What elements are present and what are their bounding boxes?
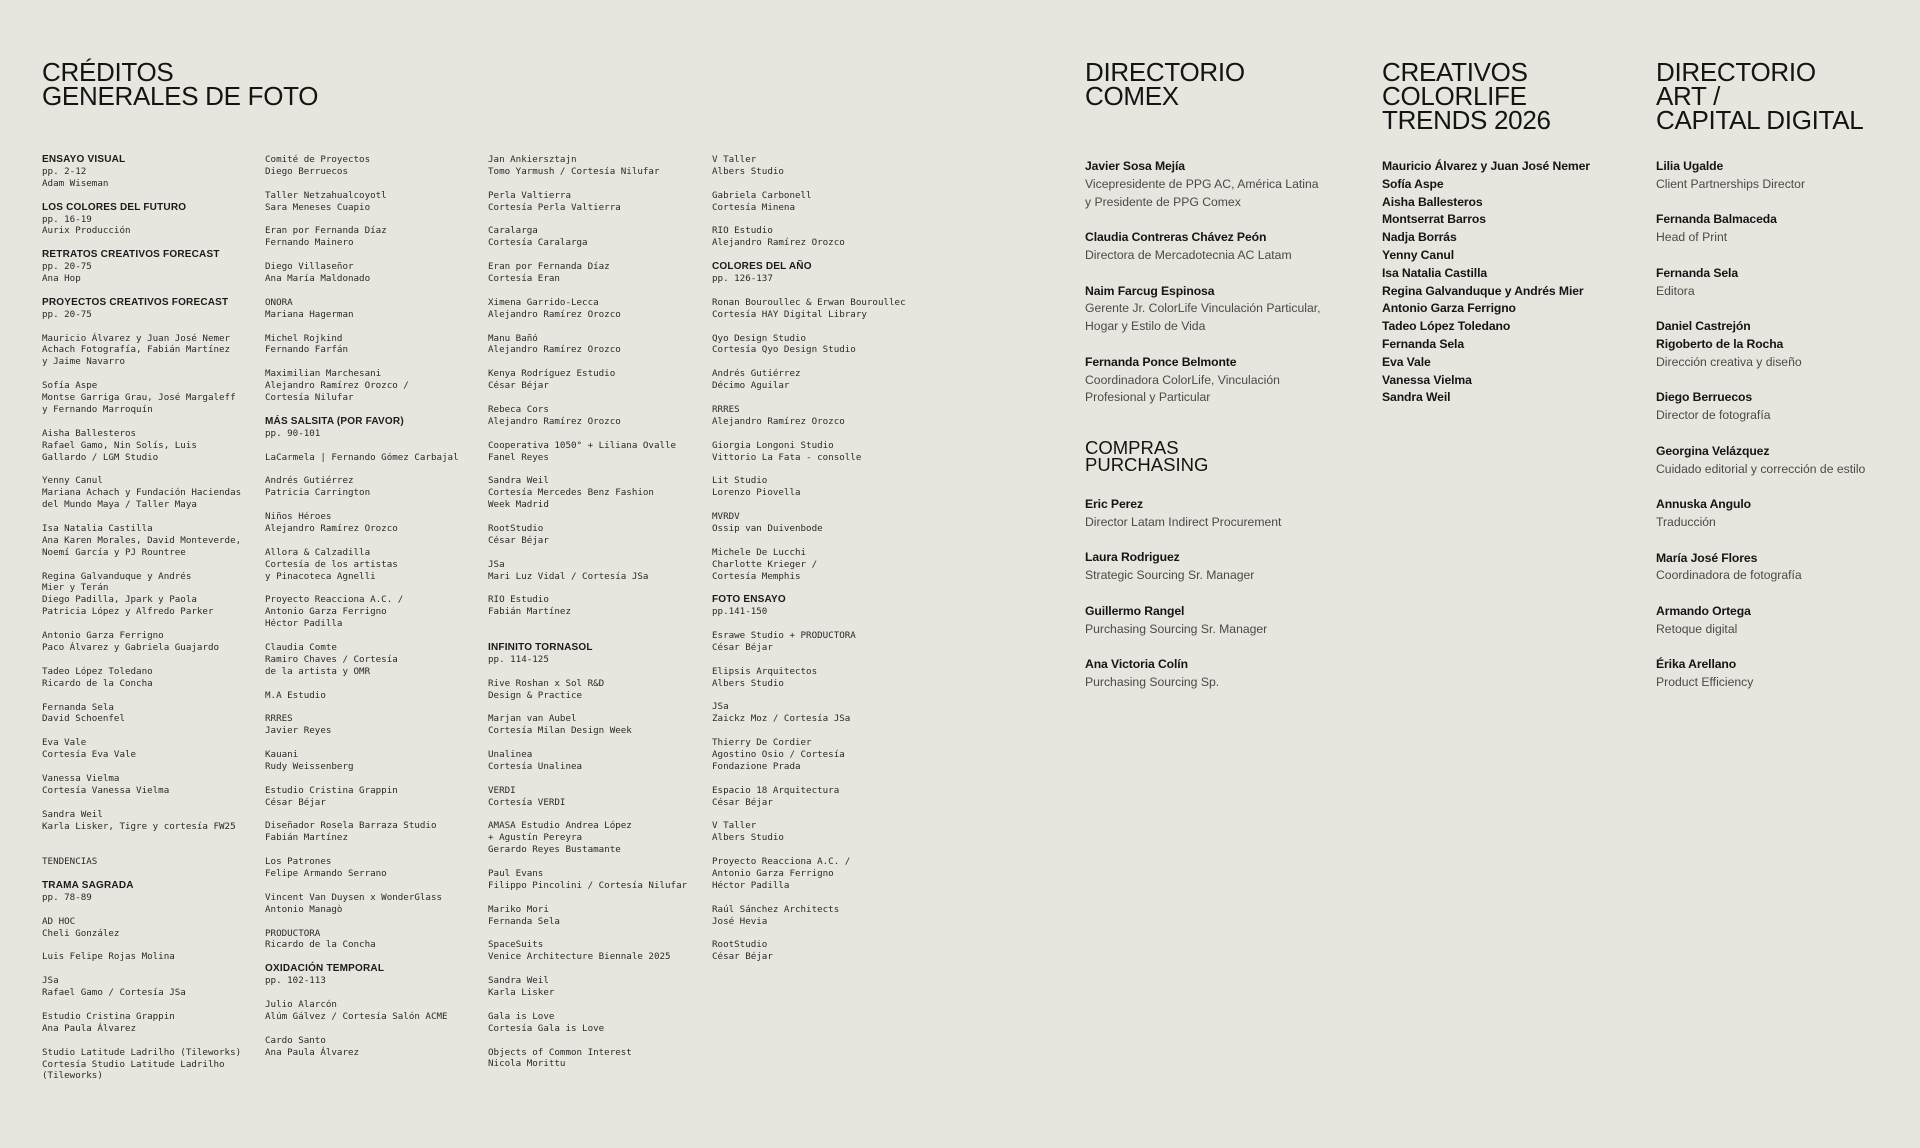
- person-name: Fernanda Balmaceda: [1656, 212, 1777, 227]
- person-role: Purchasing Sourcing Sp.: [1085, 674, 1220, 689]
- person-role: Cuidado editorial y corrección de estilo: [1656, 461, 1866, 476]
- person-name: Lilia Ugalde: [1656, 159, 1724, 173]
- credit-entry: Sandra Weil Cortesía Mercedes Benz Fashion Week Madrid: [488, 475, 654, 511]
- section-pages: pp.141-150: [712, 606, 768, 618]
- section-pages: pp. 90-101: [265, 427, 321, 439]
- person-name: Daniel Castrejón Rigoberto de la Rocha: [1656, 319, 1784, 351]
- person-entry: [1085, 496, 1345, 532]
- credit-entry: TENDENCIAS: [42, 856, 98, 868]
- credit-section: [488, 642, 710, 666]
- credit-entry: Yenny Canul Mariana Achach y Fundación Haciendas del Mundo Maya / Taller Maya: [42, 475, 242, 511]
- spacer: [488, 630, 710, 642]
- person-role: Coordinadora de fotografía: [1656, 568, 1802, 583]
- credit-entry: V Taller Albers Studio: [712, 820, 784, 844]
- person-name: Fernanda Sela: [1656, 265, 1739, 280]
- credit-section: [42, 880, 264, 904]
- credit-section: [265, 416, 487, 440]
- creativo-name: Antonio Garza Ferrigno: [1382, 301, 1516, 316]
- person-name: Érika Arellano: [1656, 657, 1737, 672]
- credit-entry: Manu Bañó Alejandro Ramírez Orozco: [488, 332, 621, 356]
- directorio-art-title: DIRECTORIO ART / CAPITAL DIGITAL: [1656, 57, 1864, 135]
- person-name: Georgina Velázquez: [1656, 443, 1770, 458]
- credit-entry: Eran por Fernanda Díaz Fernando Mainero: [265, 225, 387, 249]
- credit-entry: Perla Valtierra Cortesía Perla Valtierra: [488, 189, 621, 213]
- section-pages: pp. 2-12 Adam Wiseman: [42, 165, 109, 189]
- person-role: Director de fotografía: [1656, 408, 1771, 423]
- person-name: María José Flores: [1656, 550, 1758, 565]
- credit-entry: Esrawe Studio + PRODUCTORA César Béjar: [712, 630, 856, 653]
- credit-entry: Allora & Calzadilla Cortesía de los artistas y Pinacoteca Agnelli: [265, 546, 398, 582]
- section-title: MÁS SALSITA (POR FAVOR): [265, 415, 404, 427]
- compras-list: [1085, 496, 1345, 710]
- person-entry: [1656, 603, 1906, 639]
- person-name: Claudia Contreras Chávez Peón: [1085, 230, 1267, 245]
- person-role: Director Latam Indirect Procurement: [1085, 514, 1282, 529]
- credit-entry: Michel Rojkind Fernando Farfán: [265, 332, 348, 356]
- person-entry: [1656, 496, 1906, 532]
- person-entry: [1085, 354, 1345, 407]
- credit-entry: Fernanda Sela David Schoenfel: [42, 701, 125, 725]
- credit-entry: Regina Galvanduque y Andrés Mier y Terán Diego Padilla, Jpark y Paola Patricia López y Alfredo Parker: [42, 570, 214, 618]
- section-pages: pp. 114-125: [488, 653, 549, 665]
- credit-entry: Estudio Cristina Grappin Ana Paula Álvarez: [42, 1010, 175, 1034]
- person-name: Fernanda Ponce Belmonte: [1085, 354, 1237, 369]
- creativo-name: Isa Natalia Castilla: [1382, 265, 1488, 280]
- credit-entry: Thierry De Cordier Agostino Osio / Cortesía Fondazione Prada: [712, 737, 845, 772]
- credit-entry: PRODUCTORA Ricardo de la Concha: [265, 927, 376, 951]
- section-pages: pp. 20-75 Ana Hop: [42, 261, 92, 285]
- credit-entry: Eran por Fernanda Díaz Cortesía Eran: [488, 261, 610, 285]
- credit-entry: VERDI Cortesía VERDI: [488, 784, 566, 808]
- credit-entry: Proyecto Reacciona A.C. / Antonio Garza Ferrigno Héctor Padilla: [712, 856, 851, 891]
- credit-entry: Gabriela Carbonell Cortesía Minena: [712, 189, 812, 213]
- person-entry: [1656, 318, 1906, 371]
- credit-entry: Qyo Design Studio Cortesía Qyo Design Studio: [712, 332, 856, 356]
- creativos-list: [1382, 158, 1642, 407]
- person-role: Product Efficiency: [1656, 675, 1754, 690]
- credit-entry: Espacio 18 Arquitectura César Béjar: [712, 784, 840, 808]
- compras-title: COMPRAS PURCHASING: [1085, 437, 1209, 475]
- creativo-name: Nadja Borrás: [1382, 230, 1457, 245]
- credit-entry: Estudio Cristina Grappin César Béjar: [265, 784, 398, 808]
- section-title: RETRATOS CREATIVOS FORECAST: [42, 249, 220, 261]
- person-name: Naim Farcug Espinosa: [1085, 283, 1215, 298]
- person-role: Dirección creativa y diseño: [1656, 354, 1802, 369]
- section-title: LOS COLORES DEL FUTURO: [42, 201, 187, 213]
- person-role: Client Partnerships Director: [1656, 176, 1806, 191]
- person-entry: [1656, 158, 1906, 194]
- person-name: Ana Victoria Colín: [1085, 657, 1188, 672]
- credit-entry: Isa Natalia Castilla Ana Karen Morales, David Monteverde, Noemí García y PJ Rountree: [42, 522, 242, 558]
- credit-entry: Paul Evans Filippo Pincolini / Cortesía Nilufar: [488, 868, 688, 891]
- creativo-name: Mauricio Álvarez y Juan José Nemer: [1382, 159, 1590, 173]
- credit-entry: SpaceSuits Venice Architecture Biennale 2025: [488, 939, 671, 963]
- person-role: Head of Print: [1656, 230, 1728, 245]
- person-role: Directora de Mercadotecnia AC Latam: [1085, 247, 1292, 262]
- credit-entry: Gala is Love Cortesía Gala is Love: [488, 1010, 605, 1034]
- credit-entry: Comité de Proyectos Diego Berruecos: [265, 154, 371, 177]
- credit-entry: Sofía Aspe Montse Garriga Grau, José Margaleff y Fernando Marroquín: [42, 380, 236, 415]
- directorio-comex-list: [1085, 158, 1345, 425]
- credit-entry: RootStudio César Béjar: [488, 522, 549, 546]
- person-entry: [1085, 283, 1345, 336]
- section-title: TRAMA SAGRADA: [42, 880, 134, 891]
- person-role: Traducción: [1656, 514, 1716, 529]
- credit-entry: Vincent Van Duysen x WonderGlass Antonio Managò: [265, 891, 443, 915]
- person-role: Vicepresidente de PPG AC, América Latina y Presidente de PPG Comex: [1085, 176, 1319, 209]
- credit-entry: Claudia Comte Ramiro Chaves / Cortesía de la artista y OMR: [265, 641, 398, 677]
- person-name: Diego Berruecos: [1656, 390, 1753, 405]
- creativo-name: Aisha Ballesteros: [1382, 194, 1483, 209]
- credit-entry: AMASA Estudio Andrea López + Agustín Pereyra Gerardo Reyes Bustamante: [488, 820, 632, 856]
- credit-entry: Jan Ankiersztajn Tomo Yarmush / Cortesía Nilufar: [488, 154, 660, 177]
- credit-entry: JSa Mari Luz Vidal / Cortesía JSa: [488, 558, 649, 582]
- person-role: Coordinadora ColorLife, Vinculación Profesional y Particular: [1085, 372, 1280, 405]
- credit-section: [712, 594, 934, 618]
- creativo-name: Eva Vale: [1382, 354, 1431, 369]
- credit-entry: Marjan van Aubel Cortesía Milan Design Week: [488, 713, 632, 737]
- person-entry: [1085, 549, 1345, 585]
- credits-column-1: [42, 154, 264, 1094]
- person-entry: [1656, 389, 1906, 425]
- credit-entry: Caralarga Cortesía Caralarga: [488, 225, 588, 249]
- person-role: Purchasing Sourcing Sr. Manager: [1085, 621, 1268, 636]
- person-role: Strategic Sourcing Sr. Manager: [1085, 568, 1255, 583]
- credit-entry: RootStudio César Béjar: [712, 939, 773, 963]
- spacer: [42, 844, 264, 856]
- credit-entry: Taller Netzahualcoyotl Sara Meneses Cuapio: [265, 189, 387, 213]
- section-pages: pp. 126-137: [712, 273, 773, 285]
- credit-entry: Andrés Gutiérrez Décimo Aguilar: [712, 368, 801, 392]
- credit-section: [712, 261, 934, 285]
- section-pages: pp. 78-89: [42, 891, 92, 903]
- credit-entry: RRRES Javier Reyes: [265, 713, 332, 737]
- credit-entry: V Taller Albers Studio: [712, 154, 784, 177]
- section-title: INFINITO TORNASOL: [488, 641, 593, 653]
- credit-entry: Sandra Weil Karla Lisker, Tigre y cortesía FW25: [42, 808, 236, 832]
- person-role: Editora: [1656, 283, 1695, 298]
- credit-entry: Andrés Gutiérrez Patricia Carrington: [265, 475, 371, 499]
- credit-entry: Luis Felipe Rojas Molina: [42, 951, 175, 963]
- creativo-name: Montserrat Barros: [1382, 212, 1486, 227]
- directorio-comex-title: DIRECTORIO COMEX: [1085, 57, 1245, 111]
- credit-entry: Sandra Weil Karla Lisker: [488, 975, 555, 999]
- credit-entry: Los Patrones Felipe Armando Serrano: [265, 856, 387, 880]
- creativo-name: Regina Galvanduque y Andrés Mier: [1382, 283, 1584, 298]
- credit-entry: ONORA Mariana Hagerman: [265, 296, 354, 320]
- person-entry: [1085, 656, 1345, 692]
- credit-entry: Vanessa Vielma Cortesía Vanessa Vielma: [42, 772, 170, 796]
- person-name: Annuska Angulo: [1656, 497, 1751, 512]
- creativo-name: Sofía Aspe: [1382, 176, 1444, 191]
- directorio-art-list: [1656, 158, 1906, 710]
- credit-entry: JSa Zaickz Moz / Cortesía JSa: [712, 701, 851, 725]
- creativos-title: CREATIVOS COLORLIFE TRENDS 2026: [1382, 57, 1551, 135]
- credit-entry: M.A Estudio: [265, 689, 326, 701]
- credit-entry: Ronan Bouroullec & Erwan Bouroullec Cortesía HAY Digital Library: [712, 296, 906, 320]
- credits-column-4: [712, 154, 934, 975]
- person-role: Gerente Jr. ColorLife Vinculación Particular, Hogar y Estilo de Vida: [1085, 301, 1321, 334]
- section-title: COLORES DEL AÑO: [712, 261, 812, 273]
- creativo-name: Sandra Weil: [1382, 390, 1451, 405]
- person-entry: [1656, 443, 1906, 479]
- section-pages: pp. 102-113: [265, 975, 326, 987]
- person-entry: [1656, 550, 1906, 586]
- person-name: Eric Perez: [1085, 497, 1143, 511]
- credit-entry: Diego Villaseñor Ana María Maldonado: [265, 261, 371, 285]
- credit-entry: Unalinea Cortesía Unalinea: [488, 749, 583, 772]
- credit-section: [265, 963, 487, 987]
- section-pages: pp. 20-75: [42, 308, 92, 320]
- creativo-name: Fernanda Sela: [1382, 336, 1465, 351]
- person-entry: [1085, 229, 1345, 265]
- creativo-name: Vanessa Vielma: [1382, 372, 1472, 387]
- credit-entry: Giorgia Longoni Studio Vittorio La Fata - consolle: [712, 439, 862, 463]
- credit-section: [42, 297, 264, 321]
- credits-title: CRÉDITOS GENERALES DE FOTO: [42, 57, 319, 111]
- person-name: Armando Ortega: [1656, 603, 1751, 618]
- creativo-name: Tadeo López Toledano: [1382, 319, 1511, 334]
- credit-entry: Cooperativa 1050° + Liliana Ovalle Fanel Reyes: [488, 439, 677, 463]
- credit-entry: Cardo Santo Ana Paula Álvarez: [265, 1034, 360, 1058]
- credit-entry: Michele De Lucchi Charlotte Krieger / Cortesía Memphis: [712, 546, 818, 582]
- credit-section: [42, 202, 264, 238]
- person-entry: [1656, 265, 1906, 301]
- person-name: Laura Rodriguez: [1085, 550, 1180, 565]
- credit-entry: LaCarmela | Fernando Gómez Carbajal: [265, 451, 459, 463]
- person-name: Guillermo Rangel: [1085, 603, 1185, 618]
- creativo-name: Yenny Canul: [1382, 247, 1455, 262]
- person-entry: [1085, 158, 1345, 211]
- credit-entry: JSa Rafael Gamo / Cortesía JSa: [42, 975, 186, 999]
- credit-entry: Ximena Garrido-Lecca Alejandro Ramírez Orozco: [488, 296, 621, 320]
- credits-column-3: [488, 154, 710, 1082]
- credits-column-2: [265, 154, 487, 1070]
- credit-section: [42, 154, 264, 190]
- credit-entry: Kauani Rudy Weissenberg: [265, 749, 354, 772]
- section-title: PROYECTOS CREATIVOS FORECAST: [42, 296, 229, 308]
- credit-entry: Antonio Garza Ferrigno Paco Álvarez y Gabriela Guajardo: [42, 630, 220, 653]
- credit-entry: Mauricio Álvarez y Juan José Nemer Achach Fotografía, Fabián Martínez y Jaime Navarro: [42, 332, 231, 368]
- credit-entry: Raúl Sánchez Architects José Hevia: [712, 903, 840, 927]
- credit-entry: RIO Estudio Fabián Martínez: [488, 594, 571, 618]
- credit-entry: Niños Héroes Alejandro Ramírez Orozco: [265, 511, 398, 534]
- credit-entry: Tadeo López Toledano Ricardo de la Concha: [42, 665, 153, 689]
- credit-entry: Mariko Mori Fernanda Sela: [488, 903, 560, 927]
- credit-entry: MVRDV Ossip van Duivenbode: [712, 511, 823, 534]
- credit-entry: Rebeca Cors Alejandro Ramírez Orozco: [488, 403, 621, 427]
- person-entry: [1656, 656, 1906, 692]
- credit-entry: Maximilian Marchesani Alejandro Ramírez Orozco / Cortesía Nilufar: [265, 368, 409, 404]
- credit-entry: Lit Studio Lorenzo Piovella: [712, 475, 801, 499]
- section-title: ENSAYO VISUAL: [42, 154, 126, 165]
- credit-entry: Eva Vale Cortesía Eva Vale: [42, 737, 137, 761]
- credit-entry: RIO Estudio Alejandro Ramírez Orozco: [712, 225, 845, 249]
- person-role: Retoque digital: [1656, 621, 1738, 636]
- credit-entry: RRRES Alejandro Ramírez Orozco: [712, 403, 845, 427]
- section-pages: pp. 16-19 Aurix Producción: [42, 213, 131, 237]
- credit-entry: Studio Latitude Ladrilho (Tileworks) Cortesía Studio Latitude Ladrilho (Tileworks): [42, 1046, 242, 1082]
- person-entry: [1085, 603, 1345, 639]
- credit-entry: Kenya Rodríguez Estudio César Béjar: [488, 368, 616, 392]
- section-title: FOTO ENSAYO: [712, 594, 786, 606]
- person-entry: [1656, 211, 1906, 247]
- section-title: OXIDACIÓN TEMPORAL: [265, 963, 385, 975]
- credit-entry: Rive Roshan x Sol R&D Design & Practice: [488, 677, 605, 701]
- person-name: Javier Sosa Mejía: [1085, 159, 1185, 173]
- credit-entry: Aisha Ballesteros Rafael Gamo, Nin Solís, Luis Gallardo / LGM Studio: [42, 427, 197, 463]
- credit-entry: Proyecto Reacciona A.C. / Antonio Garza Ferrigno Héctor Padilla: [265, 594, 404, 630]
- credit-section: [42, 249, 264, 285]
- credit-entry: AD HOC Cheli González: [42, 915, 120, 939]
- credit-entry: Julio Alarcón Alúm Gálvez / Cortesía Salón ACME: [265, 998, 448, 1022]
- credit-entry: Elipsis Arquitectos Albers Studio: [712, 665, 818, 689]
- credit-entry: Objects of Common Interest Nicola Morittu: [488, 1046, 632, 1070]
- credit-entry: Diseñador Rosela Barraza Studio Fabián Martínez: [265, 820, 437, 844]
